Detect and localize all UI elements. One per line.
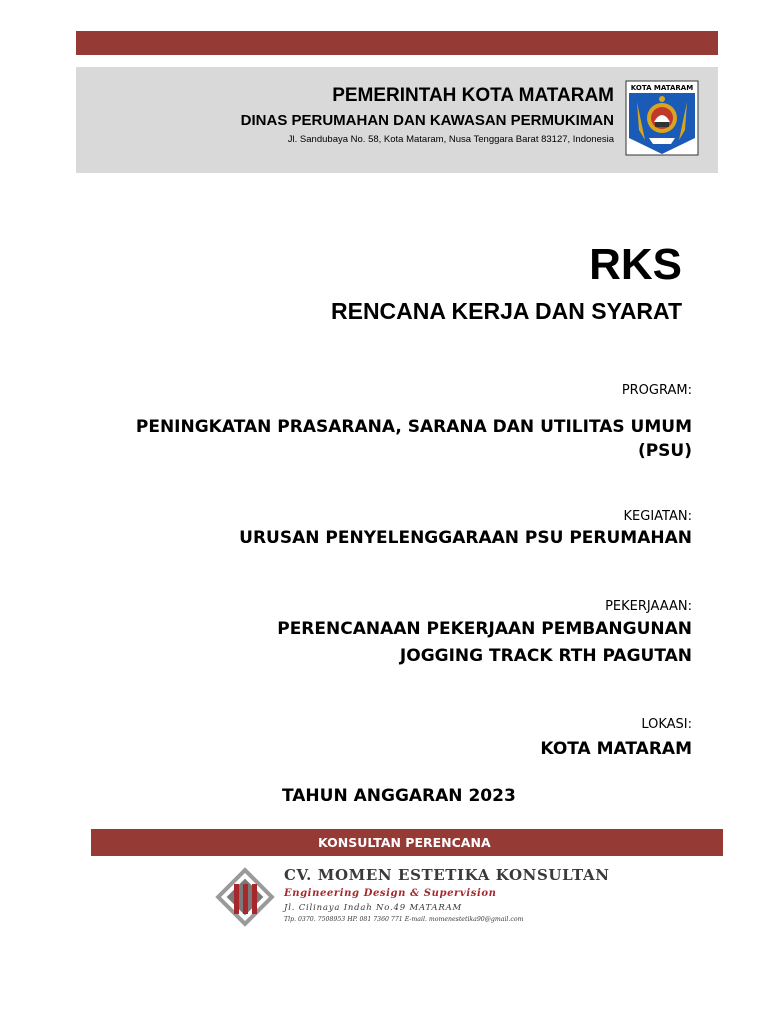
consultant-bar-label: KONSULTAN PERENCANA bbox=[318, 835, 491, 850]
government-title: PEMERINTAH KOTA MATARAM bbox=[332, 85, 614, 106]
company-address: Jl. Cilinaya Indah No.49 MATARAM bbox=[284, 903, 463, 913]
document-title: RKS bbox=[589, 240, 682, 289]
company-logo-icon bbox=[214, 864, 276, 930]
lokasi-value: KOTA MATARAM bbox=[540, 739, 692, 759]
consultant-bar bbox=[91, 829, 723, 856]
company-contact: Tlp. 0370. 7508953 HP. 081 7360 771 E-mail. momenestetika90@gmail.com bbox=[284, 916, 524, 923]
pekerjaan-value-line1: PERENCANAAN PEKERJAAN PEMBANGUNAN bbox=[277, 619, 692, 639]
company-name: CV. MOMEN ESTETIKA KONSULTAN bbox=[284, 866, 610, 884]
pekerjaan-value-line2: JOGGING TRACK RTH PAGUTAN bbox=[399, 646, 692, 666]
lokasi-label: LOKASI: bbox=[641, 717, 692, 732]
kegiatan-label: KEGIATAN: bbox=[623, 509, 692, 524]
document-subtitle: RENCANA KERJA DAN SYARAT bbox=[331, 298, 682, 324]
company-tagline: Engineering Design & Supervision bbox=[284, 888, 497, 899]
program-value-line2: (PSU) bbox=[637, 441, 692, 461]
consultant-company-block bbox=[214, 864, 610, 930]
emblem-label: KOTA MATARAM bbox=[630, 84, 694, 92]
letterhead bbox=[76, 67, 718, 173]
fiscal-year: TAHUN ANGGARAN 2023 bbox=[282, 786, 516, 806]
city-emblem-icon bbox=[625, 80, 699, 156]
kegiatan-value: URUSAN PENYELENGGARAAN PSU PERUMAHAN bbox=[239, 528, 692, 548]
department-address: Jl. Sandubaya No. 58, Kota Mataram, Nusa Tenggara Barat 83127, Indonesia bbox=[287, 134, 614, 145]
department-name: DINAS PERUMAHAN DAN KAWASAN PERMUKIMAN bbox=[240, 112, 614, 129]
program-label: PROGRAM: bbox=[621, 383, 692, 398]
program-value-line1: PENINGKATAN PRASARANA, SARANA DAN UTILITAS UMUM bbox=[135, 417, 692, 437]
top-accent-bar bbox=[76, 31, 718, 55]
pekerjaan-label: PEKERJAAAN: bbox=[605, 599, 692, 614]
